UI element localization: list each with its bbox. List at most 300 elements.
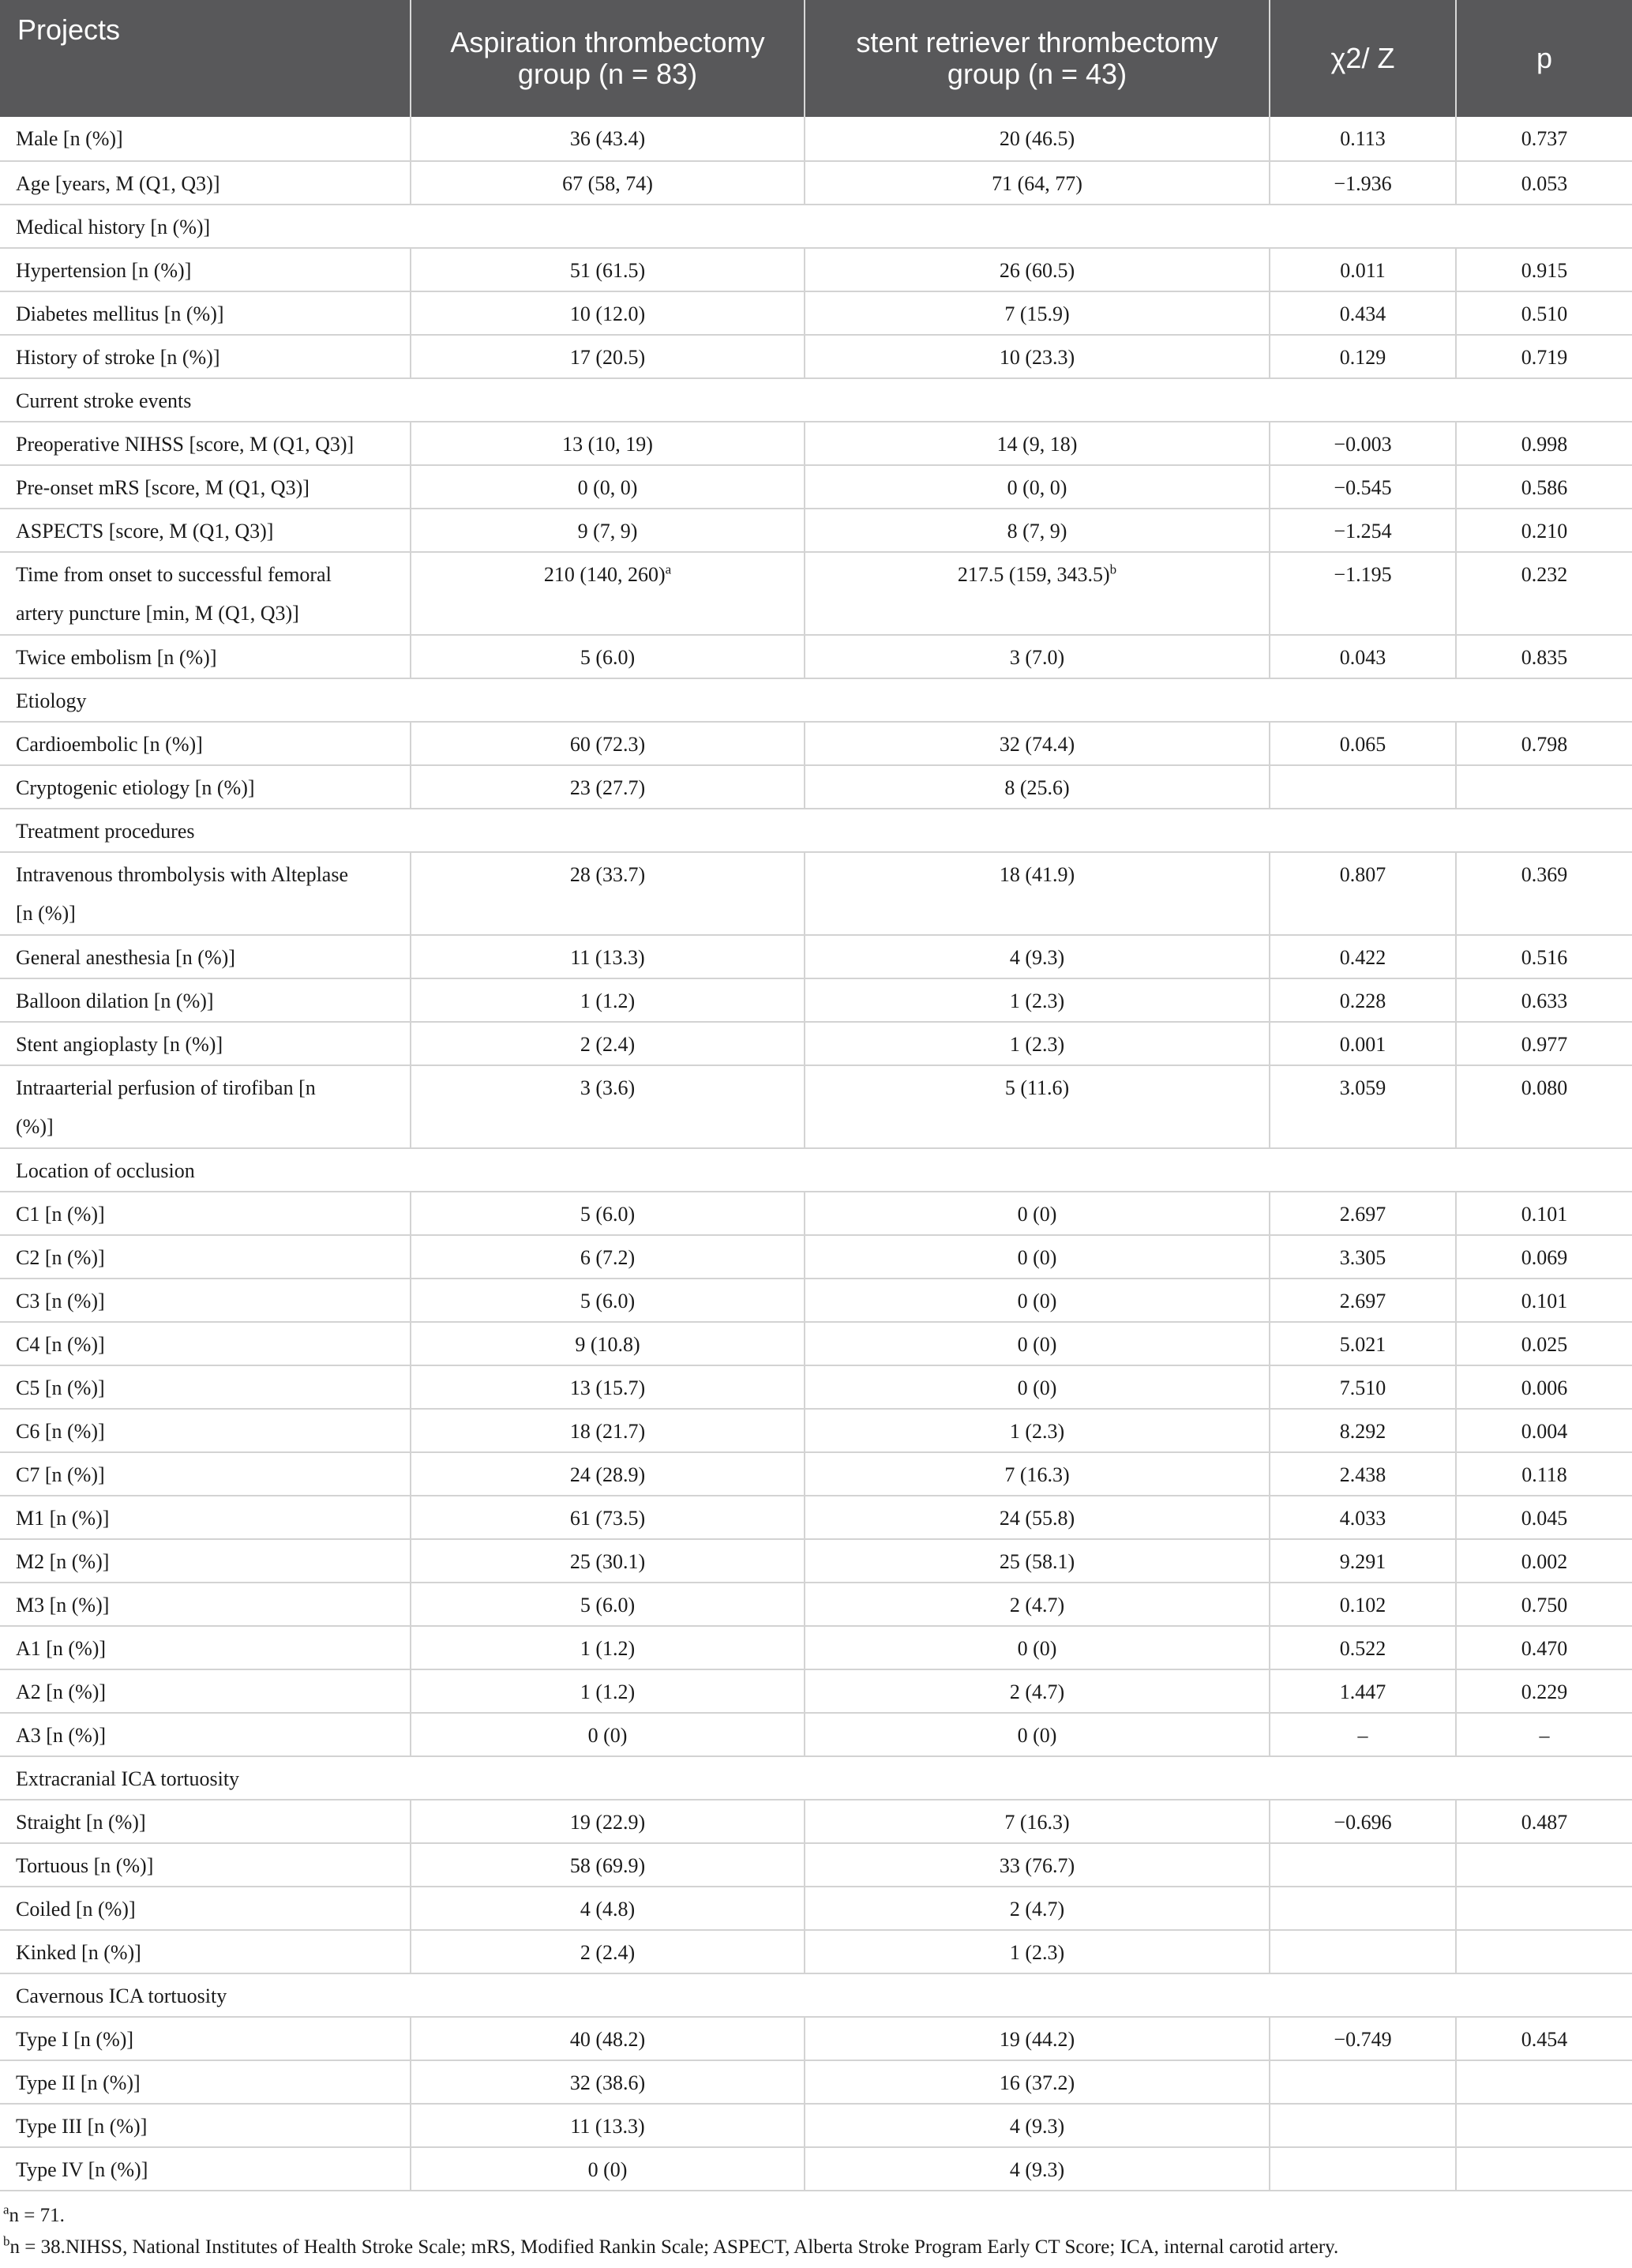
- stent-value: [805, 117, 1270, 161]
- stent-value: [805, 1539, 1270, 1583]
- aspiration-value: [411, 509, 805, 552]
- stent-value-text: 0 (0, 0): [1007, 476, 1067, 499]
- stent-value-text: 0 (0): [1017, 1333, 1057, 1356]
- p-value: [1456, 1322, 1632, 1365]
- footnote-b: [3, 2232, 1632, 2263]
- stent-value-text: 18 (41.9): [999, 863, 1075, 886]
- section-label: Etiology: [0, 678, 1632, 722]
- p-value: [1456, 1713, 1632, 1756]
- stent-value: [805, 935, 1270, 978]
- stent-value: [805, 2060, 1270, 2104]
- stent-value-text: 2 (4.7): [1009, 1680, 1065, 1703]
- aspiration-value: [411, 1539, 805, 1583]
- p-value: [1456, 465, 1632, 509]
- section-row: [0, 678, 1632, 722]
- stent-value-text: 7 (15.9): [1004, 302, 1070, 325]
- row-label: A2 [n (%)]: [0, 1669, 411, 1713]
- p-value: [1456, 161, 1632, 205]
- aspiration-value: [411, 1322, 805, 1365]
- stent-value-text: 217.5 (159, 343.5): [957, 563, 1110, 586]
- aspiration-value-text: 9 (10.8): [575, 1333, 640, 1356]
- p-value-text: 0.487: [1521, 1811, 1568, 1834]
- p-value-text: 0.586: [1521, 476, 1568, 499]
- stent-value: [805, 765, 1270, 809]
- stent-value: [805, 1322, 1270, 1365]
- row-label: Diabetes mellitus [n (%)]: [0, 291, 411, 335]
- aspiration-value: [411, 161, 805, 205]
- row-label-line2: (%)]: [16, 1115, 54, 1138]
- aspiration-value: [411, 2104, 805, 2147]
- stat-value: [1270, 1409, 1456, 1452]
- row-label: A1 [n (%)]: [0, 1626, 411, 1669]
- row-label: General anesthesia [n (%)]: [0, 935, 411, 978]
- aspiration-value: [411, 422, 805, 465]
- p-value: [1456, 291, 1632, 335]
- aspiration-value-text: 11 (13.3): [570, 946, 645, 969]
- aspiration-value: [411, 1713, 805, 1756]
- p-value: [1456, 935, 1632, 978]
- table-footnotes: [0, 2200, 1632, 2263]
- p-value: [1456, 1800, 1632, 1843]
- p-value: [1456, 1496, 1632, 1539]
- stent-value: [805, 291, 1270, 335]
- stat-value: [1270, 2060, 1456, 2104]
- section-row: [0, 809, 1632, 852]
- stat-value: [1270, 1669, 1456, 1713]
- row-label: Type I [n (%)]: [0, 2017, 411, 2060]
- stent-value-text: 4 (9.3): [1009, 946, 1065, 969]
- stent-value: [805, 465, 1270, 509]
- stent-value-text: 1 (2.3): [1009, 1033, 1065, 1056]
- stat-value: [1270, 422, 1456, 465]
- stent-value: [805, 509, 1270, 552]
- aspiration-value-text: 10 (12.0): [569, 302, 646, 325]
- aspiration-value-text: 61 (73.5): [569, 1507, 646, 1530]
- stat-value-text: 2.438: [1339, 1463, 1386, 1486]
- aspiration-value: [411, 635, 805, 678]
- p-value-text: 0.977: [1521, 1033, 1568, 1056]
- header-stat: χ2/ Z: [1270, 0, 1456, 117]
- section-label: Medical history [n (%)]: [0, 205, 1632, 248]
- p-value: [1456, 765, 1632, 809]
- p-value-text: 0.080: [1521, 1076, 1568, 1099]
- aspiration-value-text: 24 (28.9): [569, 1463, 646, 1486]
- stat-value-text: 0.522: [1339, 1637, 1386, 1660]
- row-label: Kinked [n (%)]: [0, 1930, 411, 1973]
- table-row: [0, 852, 1632, 935]
- header-aspiration-line2: group (n = 83): [517, 58, 698, 90]
- stent-value-text: 4 (9.3): [1009, 2158, 1065, 2181]
- p-value-text: 0.229: [1521, 1680, 1568, 1703]
- stent-value-text: 8 (7, 9): [1007, 520, 1067, 543]
- aspiration-value-text: 36 (43.4): [569, 127, 646, 150]
- aspiration-value: [411, 1365, 805, 1409]
- p-value: [1456, 1192, 1632, 1235]
- row-label: Coiled [n (%)]: [0, 1887, 411, 1930]
- stat-value-text: 0.129: [1339, 346, 1386, 369]
- aspiration-value-text: 51 (61.5): [569, 259, 646, 282]
- stat-value: [1270, 1800, 1456, 1843]
- p-value: [1456, 1022, 1632, 1065]
- stent-value: [805, 1409, 1270, 1452]
- p-value: [1456, 978, 1632, 1022]
- footnote-b-marker: b: [3, 2233, 10, 2249]
- aspiration-value: [411, 1626, 805, 1669]
- stent-value: [805, 1583, 1270, 1626]
- row-label: M3 [n (%)]: [0, 1583, 411, 1626]
- footnote-b-text: n = 38.NIHSS, National Institutes of Health Stroke Scale; mRS, Modified Rankin Scale; ASPECT, Alberta Stroke Program Early CT Score; ICA, internal carotid artery.: [9, 2236, 1339, 2258]
- p-value: [1456, 1887, 1632, 1930]
- header-p: p: [1456, 0, 1632, 117]
- stat-value: [1270, 335, 1456, 378]
- stent-value: [805, 1843, 1270, 1887]
- table-row: [0, 2060, 1632, 2104]
- table-row: [0, 1365, 1632, 1409]
- header-stent-line1: stent retriever thrombectomy: [856, 26, 1218, 58]
- stat-value-text: 0.228: [1339, 989, 1386, 1012]
- table-row: [0, 1626, 1632, 1669]
- p-value: [1456, 1279, 1632, 1322]
- stat-value: [1270, 1235, 1456, 1279]
- table-row: [0, 422, 1632, 465]
- stent-value-text: 33 (76.7): [999, 1854, 1075, 1877]
- stat-value-text: −1.254: [1334, 520, 1392, 543]
- p-value-text: 0.750: [1521, 1594, 1568, 1617]
- p-value: [1456, 2017, 1632, 2060]
- table-row: [0, 2104, 1632, 2147]
- aspiration-value: [411, 1022, 805, 1065]
- aspiration-value-text: 17 (20.5): [569, 346, 646, 369]
- row-label: C3 [n (%)]: [0, 1279, 411, 1322]
- p-value: [1456, 509, 1632, 552]
- stent-value-text: 0 (0): [1017, 1376, 1057, 1399]
- table-row: [0, 117, 1632, 161]
- stat-value-text: 2.697: [1339, 1203, 1386, 1226]
- aspiration-value: [411, 1583, 805, 1626]
- stat-value: [1270, 1539, 1456, 1583]
- stent-value: [805, 2147, 1270, 2191]
- aspiration-value: [411, 2147, 805, 2191]
- stat-value: [1270, 1626, 1456, 1669]
- aspiration-value-text: 40 (48.2): [569, 2028, 646, 2051]
- table-row: [0, 1713, 1632, 1756]
- stent-value-text: 3 (7.0): [1009, 646, 1065, 669]
- stent-value-text: 1 (2.3): [1009, 989, 1065, 1012]
- p-value-text: 0.232: [1521, 563, 1568, 586]
- stent-value-text: 10 (23.3): [999, 346, 1075, 369]
- table-row: [0, 635, 1632, 678]
- p-value: [1456, 1409, 1632, 1452]
- stat-value: [1270, 509, 1456, 552]
- stent-value-text: 1 (2.3): [1009, 1420, 1065, 1443]
- table-row: [0, 509, 1632, 552]
- stent-value: [805, 1365, 1270, 1409]
- stat-value: [1270, 852, 1456, 935]
- stent-value: [805, 1930, 1270, 1973]
- table-row: [0, 465, 1632, 509]
- table-row: [0, 935, 1632, 978]
- row-label: Pre-onset mRS [score, M (Q1, Q3)]: [0, 465, 411, 509]
- stat-value-text: 2.697: [1339, 1290, 1386, 1312]
- aspiration-value: [411, 117, 805, 161]
- stent-value-text: 0 (0): [1017, 1246, 1057, 1269]
- section-row: [0, 1148, 1632, 1192]
- table-row: [0, 1800, 1632, 1843]
- stat-value: [1270, 2017, 1456, 2060]
- stent-value-text: 7 (16.3): [1004, 1811, 1070, 1834]
- table-header-row: [0, 0, 1632, 117]
- header-stent-group: [805, 0, 1270, 117]
- stat-value-text: 3.059: [1339, 1076, 1386, 1099]
- stent-value-text: 2 (4.7): [1009, 1594, 1065, 1617]
- stat-value-text: 0.113: [1340, 127, 1386, 150]
- aspiration-value-text: 23 (27.7): [569, 776, 646, 799]
- stat-value-text: −1.936: [1334, 172, 1392, 195]
- row-label: [0, 552, 411, 635]
- stat-value: [1270, 935, 1456, 978]
- stat-value-text: 0.434: [1339, 302, 1386, 325]
- aspiration-value: [411, 1452, 805, 1496]
- stent-value: [805, 722, 1270, 765]
- stent-value-text: 71 (64, 77): [992, 172, 1082, 195]
- stent-value: [805, 1279, 1270, 1322]
- row-label: C7 [n (%)]: [0, 1452, 411, 1496]
- p-value: [1456, 1235, 1632, 1279]
- aspiration-value: [411, 1930, 805, 1973]
- section-row: [0, 1973, 1632, 2017]
- stent-value: [805, 2104, 1270, 2147]
- section-row: [0, 1756, 1632, 1800]
- stat-value: [1270, 1713, 1456, 1756]
- p-value-text: 0.002: [1521, 1550, 1568, 1573]
- row-label: C5 [n (%)]: [0, 1365, 411, 1409]
- aspiration-value: [411, 978, 805, 1022]
- row-label-line1: Time from onset to successful femoral: [16, 563, 332, 586]
- p-value: [1456, 1843, 1632, 1887]
- stent-value: [805, 1800, 1270, 1843]
- aspiration-value-text: 0 (0, 0): [577, 476, 638, 499]
- row-label: Type II [n (%)]: [0, 2060, 411, 2104]
- section-label: Extracranial ICA tortuosity: [0, 1756, 1632, 1800]
- stent-value-text: 25 (58.1): [999, 1550, 1075, 1573]
- aspiration-value-text: 11 (13.3): [570, 2115, 645, 2138]
- p-value-text: 0.045: [1521, 1507, 1568, 1530]
- p-value: [1456, 422, 1632, 465]
- section-label: Location of occlusion: [0, 1148, 1632, 1192]
- aspiration-value: [411, 1192, 805, 1235]
- p-value-text: 0.454: [1521, 2028, 1568, 2051]
- stat-value-text: 7.510: [1339, 1376, 1386, 1399]
- table-row: [0, 1022, 1632, 1065]
- aspiration-value: [411, 1279, 805, 1322]
- stat-value: [1270, 1496, 1456, 1539]
- stat-value: [1270, 465, 1456, 509]
- table-row: [0, 1887, 1632, 1930]
- stat-value-text: 1.447: [1339, 1680, 1386, 1703]
- row-label: Type III [n (%)]: [0, 2104, 411, 2147]
- table-row: [0, 291, 1632, 335]
- table-row: [0, 161, 1632, 205]
- aspiration-value: [411, 2017, 805, 2060]
- aspiration-value-text: 28 (33.7): [569, 863, 646, 886]
- stat-value-text: −0.696: [1334, 1811, 1392, 1834]
- row-label: Stent angioplasty [n (%)]: [0, 1022, 411, 1065]
- stat-value-text: 5.021: [1339, 1333, 1386, 1356]
- table-row: [0, 1322, 1632, 1365]
- header-stent-line2: group (n = 43): [947, 58, 1127, 90]
- stat-value: [1270, 1843, 1456, 1887]
- stent-value: [805, 422, 1270, 465]
- row-label: Cryptogenic etiology [n (%)]: [0, 765, 411, 809]
- stat-value: [1270, 1365, 1456, 1409]
- p-value: [1456, 722, 1632, 765]
- row-label: Hypertension [n (%)]: [0, 248, 411, 291]
- stent-value: [805, 1452, 1270, 1496]
- aspiration-value-text: 1 (1.2): [580, 989, 636, 1012]
- table-row: [0, 978, 1632, 1022]
- stent-value-text: 2 (4.7): [1009, 1898, 1065, 1921]
- stent-value-text: 16 (37.2): [999, 2071, 1075, 2094]
- aspiration-value-text: 18 (21.7): [569, 1420, 646, 1443]
- header-aspiration-group: [411, 0, 805, 117]
- p-value-text: 0.006: [1521, 1376, 1568, 1399]
- p-value-text: 0.004: [1521, 1420, 1568, 1443]
- p-value: [1456, 2104, 1632, 2147]
- stent-value: [805, 1887, 1270, 1930]
- aspiration-value-text: 4 (4.8): [580, 1898, 636, 1921]
- stat-value-text: 0.043: [1339, 646, 1386, 669]
- table-row: [0, 1669, 1632, 1713]
- aspiration-value: [411, 722, 805, 765]
- stent-value: [805, 335, 1270, 378]
- table-row: [0, 1452, 1632, 1496]
- p-value-text: 0.025: [1521, 1333, 1568, 1356]
- row-label: C6 [n (%)]: [0, 1409, 411, 1452]
- footnote-a-text: n = 71.: [9, 2205, 65, 2226]
- stent-value-footnote-marker: b: [1109, 561, 1117, 577]
- stat-value: [1270, 161, 1456, 205]
- row-label: Cardioembolic [n (%)]: [0, 722, 411, 765]
- row-label: Type IV [n (%)]: [0, 2147, 411, 2191]
- stent-value-text: 20 (46.5): [999, 127, 1075, 150]
- stat-value-text: 3.305: [1339, 1246, 1386, 1269]
- stent-value: [805, 978, 1270, 1022]
- row-label: Male [n (%)]: [0, 117, 411, 161]
- p-value-text: 0.633: [1521, 989, 1568, 1012]
- p-value-text: 0.101: [1521, 1203, 1568, 1226]
- p-value-text: 0.369: [1521, 863, 1568, 886]
- p-value-text: 0.510: [1521, 302, 1568, 325]
- stat-value: [1270, 2147, 1456, 2191]
- p-value-text: 0.053: [1521, 172, 1568, 195]
- aspiration-value-text: 3 (3.6): [580, 1076, 636, 1099]
- aspiration-value-text: 5 (6.0): [580, 1203, 636, 1226]
- stat-value: [1270, 1192, 1456, 1235]
- aspiration-value: [411, 1800, 805, 1843]
- stent-value: [805, 1022, 1270, 1065]
- p-value: [1456, 1626, 1632, 1669]
- row-label-line2: artery puncture [min, M (Q1, Q3)]: [16, 602, 299, 625]
- aspiration-value-text: 5 (6.0): [580, 1290, 636, 1312]
- p-value-text: 0.998: [1521, 433, 1568, 456]
- aspiration-value-text: 60 (72.3): [569, 733, 646, 756]
- stent-value: [805, 1192, 1270, 1235]
- table-row: [0, 1496, 1632, 1539]
- stent-value: [805, 552, 1270, 635]
- table-row: [0, 1192, 1632, 1235]
- stent-value: [805, 1626, 1270, 1669]
- table-row: [0, 2147, 1632, 2191]
- stent-value-text: 32 (74.4): [999, 733, 1075, 756]
- aspiration-value-text: 5 (6.0): [580, 646, 636, 669]
- p-value: [1456, 635, 1632, 678]
- stent-value-text: 0 (0): [1017, 1203, 1057, 1226]
- p-value: [1456, 2147, 1632, 2191]
- row-label: Preoperative NIHSS [score, M (Q1, Q3)]: [0, 422, 411, 465]
- section-label: Treatment procedures: [0, 809, 1632, 852]
- section-row: [0, 205, 1632, 248]
- aspiration-value-text: 5 (6.0): [580, 1594, 636, 1617]
- aspiration-value-text: 1 (1.2): [580, 1680, 636, 1703]
- section-label: Cavernous ICA tortuosity: [0, 1973, 1632, 2017]
- aspiration-value-text: 19 (22.9): [569, 1811, 646, 1834]
- row-label: Tortuous [n (%)]: [0, 1843, 411, 1887]
- stat-value: [1270, 248, 1456, 291]
- row-label: C2 [n (%)]: [0, 1235, 411, 1279]
- aspiration-value: [411, 1669, 805, 1713]
- header-projects: Projects: [0, 0, 411, 117]
- p-value: [1456, 1452, 1632, 1496]
- stent-value: [805, 2017, 1270, 2060]
- aspiration-value-text: 6 (7.2): [580, 1246, 636, 1269]
- aspiration-value-text: 13 (15.7): [569, 1376, 646, 1399]
- row-label: [0, 1065, 411, 1148]
- stent-value: [805, 1496, 1270, 1539]
- p-value-text: 0.101: [1521, 1290, 1568, 1312]
- stent-value: [805, 1235, 1270, 1279]
- stat-value-text: 9.291: [1339, 1550, 1386, 1573]
- table-row: [0, 765, 1632, 809]
- aspiration-value-text: 32 (38.6): [569, 2071, 646, 2094]
- stent-value-text: 0 (0): [1017, 1637, 1057, 1660]
- header-aspiration-line1: Aspiration thrombectomy: [450, 26, 765, 58]
- aspiration-value-text: 2 (2.4): [580, 1941, 636, 1964]
- row-label: Age [years, M (Q1, Q3)]: [0, 161, 411, 205]
- aspiration-value-footnote-marker: a: [665, 561, 672, 577]
- aspiration-value-text: 210 (140, 260): [543, 563, 666, 586]
- table-row: [0, 1539, 1632, 1583]
- stent-value-text: 0 (0): [1017, 1724, 1057, 1747]
- aspiration-value: [411, 2060, 805, 2104]
- p-value-text: 0.470: [1521, 1637, 1568, 1660]
- table-row: [0, 248, 1632, 291]
- table-row: [0, 1235, 1632, 1279]
- stent-value: [805, 635, 1270, 678]
- aspiration-value-text: 0 (0): [587, 2158, 628, 2181]
- stent-value-text: 4 (9.3): [1009, 2115, 1065, 2138]
- table-row: [0, 552, 1632, 635]
- table-row: [0, 1583, 1632, 1626]
- row-label: Twice embolism [n (%)]: [0, 635, 411, 678]
- p-value: [1456, 1539, 1632, 1583]
- stent-value-text: 19 (44.2): [999, 2028, 1075, 2051]
- stat-value-text: 0.001: [1339, 1033, 1386, 1056]
- p-value: [1456, 2060, 1632, 2104]
- stent-value-text: 5 (11.6): [1004, 1076, 1070, 1099]
- p-value: [1456, 248, 1632, 291]
- p-value: [1456, 1365, 1632, 1409]
- stat-value: [1270, 1322, 1456, 1365]
